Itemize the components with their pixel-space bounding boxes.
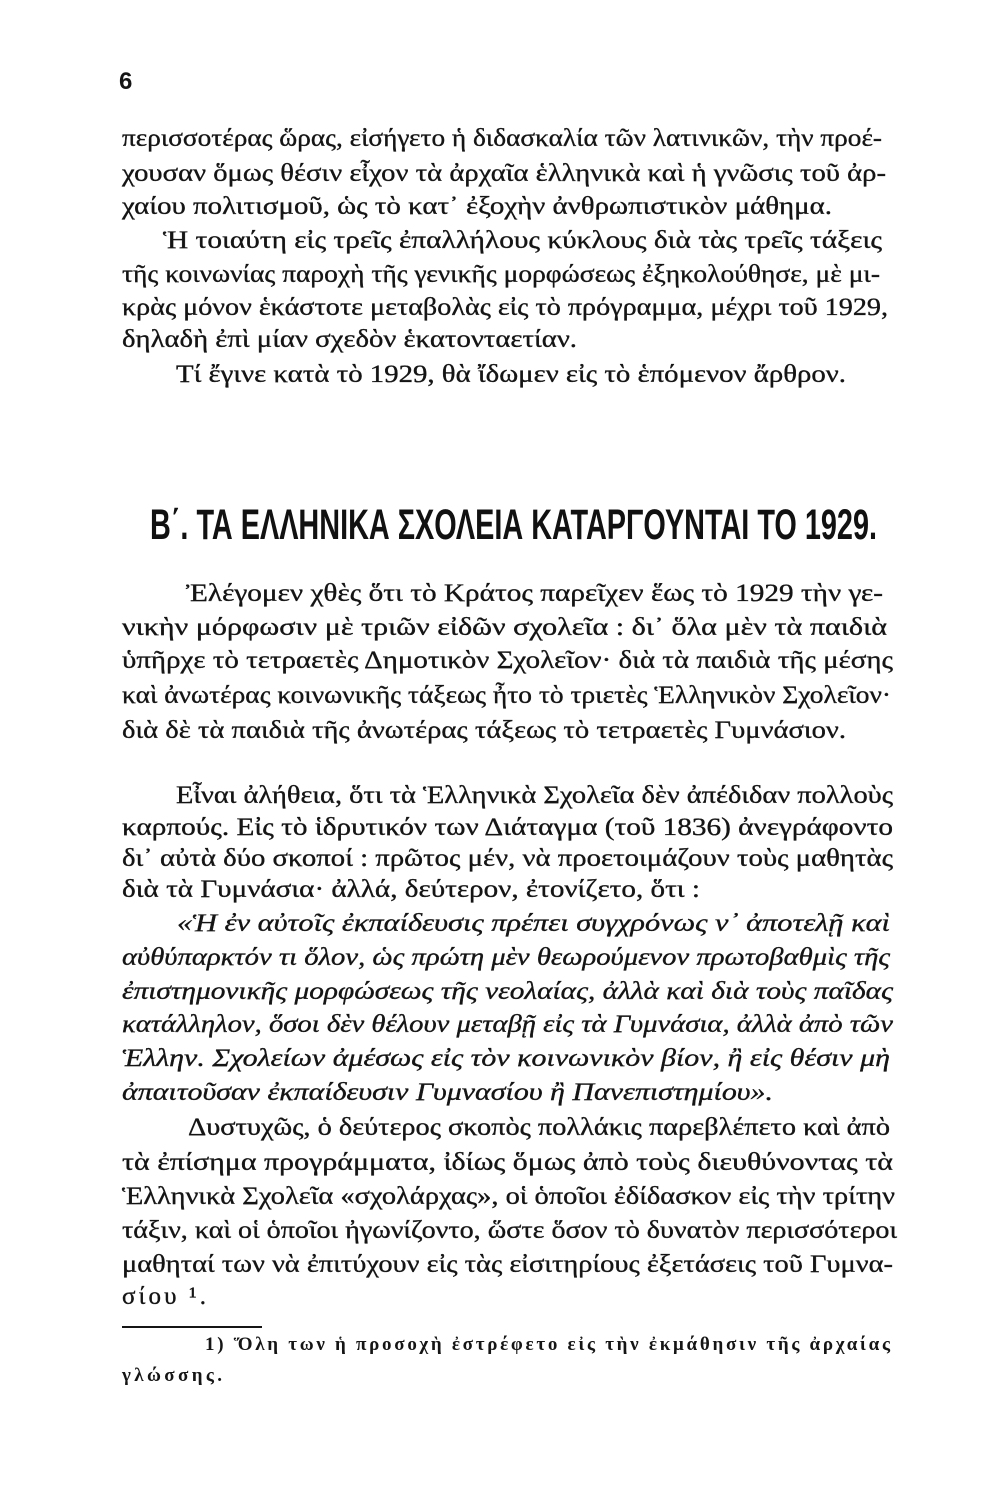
- footnote-line: 1) Ὅλη των ἡ προσοχὴ ἐστρέφετο εἰς τὴν ἐκμάθησιν τῆς ἀρχαίας: [205, 1334, 890, 1355]
- body-line: χαίου πολιτισμοῦ, ὡς τὸ κατ᾽ ἐξοχὴν ἀνθρωπιστικὸν μάθημα.: [120, 193, 832, 220]
- body-line: Ἡ τοιαύτη εἰς τρεῖς ἐπαλλήλους κύκλους διὰ τὰς τρεῖς τάξεις: [163, 227, 883, 254]
- body-line: δηλαδὴ ἐπὶ μίαν σχεδὸν ἑκατονταετίαν.: [122, 326, 577, 353]
- body-line: Ἐλέγομεν χθὲς ὅτι τὸ Κράτος παρεῖχεν ἕως τὸ 1929 τὴν γε-: [186, 580, 883, 607]
- quote-line: ἐπιστημονικῆς μορφώσεως τῆς νεολαίας, ἀλλὰ καὶ διὰ τοὺς παῖδας: [122, 978, 894, 1005]
- quote-line: αὐθύπαρκτόν τι ὅλον, ὡς πρώτη μὲν θεωρούμενον πρωτοβαθμὶς τῆς: [122, 944, 891, 971]
- body-line: μαθηταί των νὰ ἐπιτύχουν εἰς τὰς εἰσιτηρίους ἐξετάσεις τοῦ Γυμνα-: [122, 1251, 893, 1278]
- quote-line: «Ἡ ἐν αὐτοῖς ἐκπαίδευσις πρέπει συγχρόνως ν᾽ ἀποτελῇ καὶ: [177, 910, 891, 937]
- section-heading: Β΄. ΤΑ ΕΛΛΗΝΙΚΑ ΣΧΟΛΕΙΑ ΚΑΤΑΡΓΟΥΝΤΑΙ ΤΟ 1929.: [150, 501, 877, 549]
- body-line: Ἑλληνικὰ Σχολεῖα «σχολάρχας», οἱ ὁποῖοι ἐδίδασκον εἰς τὴν τρίτην: [122, 1183, 896, 1210]
- quote-line: κατάλληλον, ὅσοι δὲν θέλουν μεταβῇ εἰς τὰ Γυμνάσια, ἀλλὰ ἀπὸ τῶν: [122, 1011, 895, 1038]
- body-line: τῆς κοινωνίας παροχὴ τῆς γενικῆς μορφώσεως ἐξηκολούθησε, μὲ μι-: [122, 261, 881, 288]
- body-line: καρπούς. Εἰς τὸ ἱδρυτικόν των Διάταγμα (τοῦ 1836) ἀνεγράφοντο: [122, 814, 893, 841]
- body-line: τὰ ἐπίσημα προγράμματα, ἰδίως ὅμως ἀπὸ τοὺς διευθύνοντας τὰ: [122, 1149, 894, 1176]
- body-line: Δυστυχῶς, ὁ δεύτερος σκοπὸς πολλάκις παρεβλέπετο καὶ ἀπὸ: [188, 1114, 891, 1141]
- body-line: Εἶναι ἀλήθεια, ὅτι τὰ Ἑλληνικὰ Σχολεῖα δὲν ἀπέδιδαν πολλοὺς: [176, 782, 894, 809]
- body-line: τάξιν, καὶ οἱ ὁποῖοι ἠγωνίζοντο, ὥστε ὅσον τὸ δυνατὸν περισσότεροι: [122, 1217, 898, 1244]
- body-line: Τί ἔγινε κατὰ τὸ 1929, θὰ ἴδωμεν εἰς τὸ ἑπόμενον ἄρθρον.: [176, 361, 846, 388]
- body-line: σίου ¹.: [122, 1283, 206, 1310]
- body-line: δι᾽ αὐτὰ δύο σκοποί : πρῶτος μέν, νὰ προετοιμάζουν τοὺς μαθητὰς: [122, 845, 894, 872]
- body-line: κρὰς μόνον ἑκάστοτε μεταβολὰς εἰς τὸ πρόγραμμα, μέχρι τοῦ 1929,: [122, 294, 888, 321]
- footnote-line: γλώσσης.: [122, 1365, 222, 1386]
- quote-line: ἀπαιτοῦσαν ἐκπαίδευσιν Γυμνασίου ἢ Πανεπιστημίου».: [122, 1079, 773, 1106]
- body-line: ὑπῆρχε τὸ τετραετὲς Δημοτικὸν Σχολεῖον· διὰ τὰ παιδιὰ τῆς μέσης: [122, 647, 894, 674]
- body-line: περισσοτέρας ὥρας, εἰσήγετο ἡ διδασκαλία τῶν λατινικῶν, τὴν προέ-: [122, 125, 882, 152]
- body-line: χουσαν ὅμως θέσιν εἶχον τὰ ἀρχαῖα ἑλληνικὰ καὶ ἡ γνῶσις τοῦ ἀρ-: [120, 160, 887, 187]
- body-line: διὰ τὰ Γυμνάσια· ἀλλά, δεύτερον, ἐτονίζετο, ὅτι :: [122, 876, 700, 903]
- body-line: νικὴν μόρφωσιν μὲ τριῶν εἰδῶν σχολεῖα : δι᾽ ὅλα μὲν τὰ παιδιὰ: [122, 614, 887, 641]
- body-line: διὰ δὲ τὰ παιδιὰ τῆς ἀνωτέρας τάξεως τὸ τετραετὲς Γυμνάσιον.: [122, 717, 847, 744]
- body-line: καὶ ἀνωτέρας κοινωνικῆς τάξεως ἦτο τὸ τριετὲς Ἑλληνικὸν Σχολεῖον·: [122, 682, 891, 709]
- quote-line: Ἑλλην. Σχολείων ἀμέσως εἰς τὸν κοινωνικὸν βίον, ἢ εἰς θέσιν μὴ: [122, 1045, 890, 1072]
- page-number: 6: [119, 68, 133, 95]
